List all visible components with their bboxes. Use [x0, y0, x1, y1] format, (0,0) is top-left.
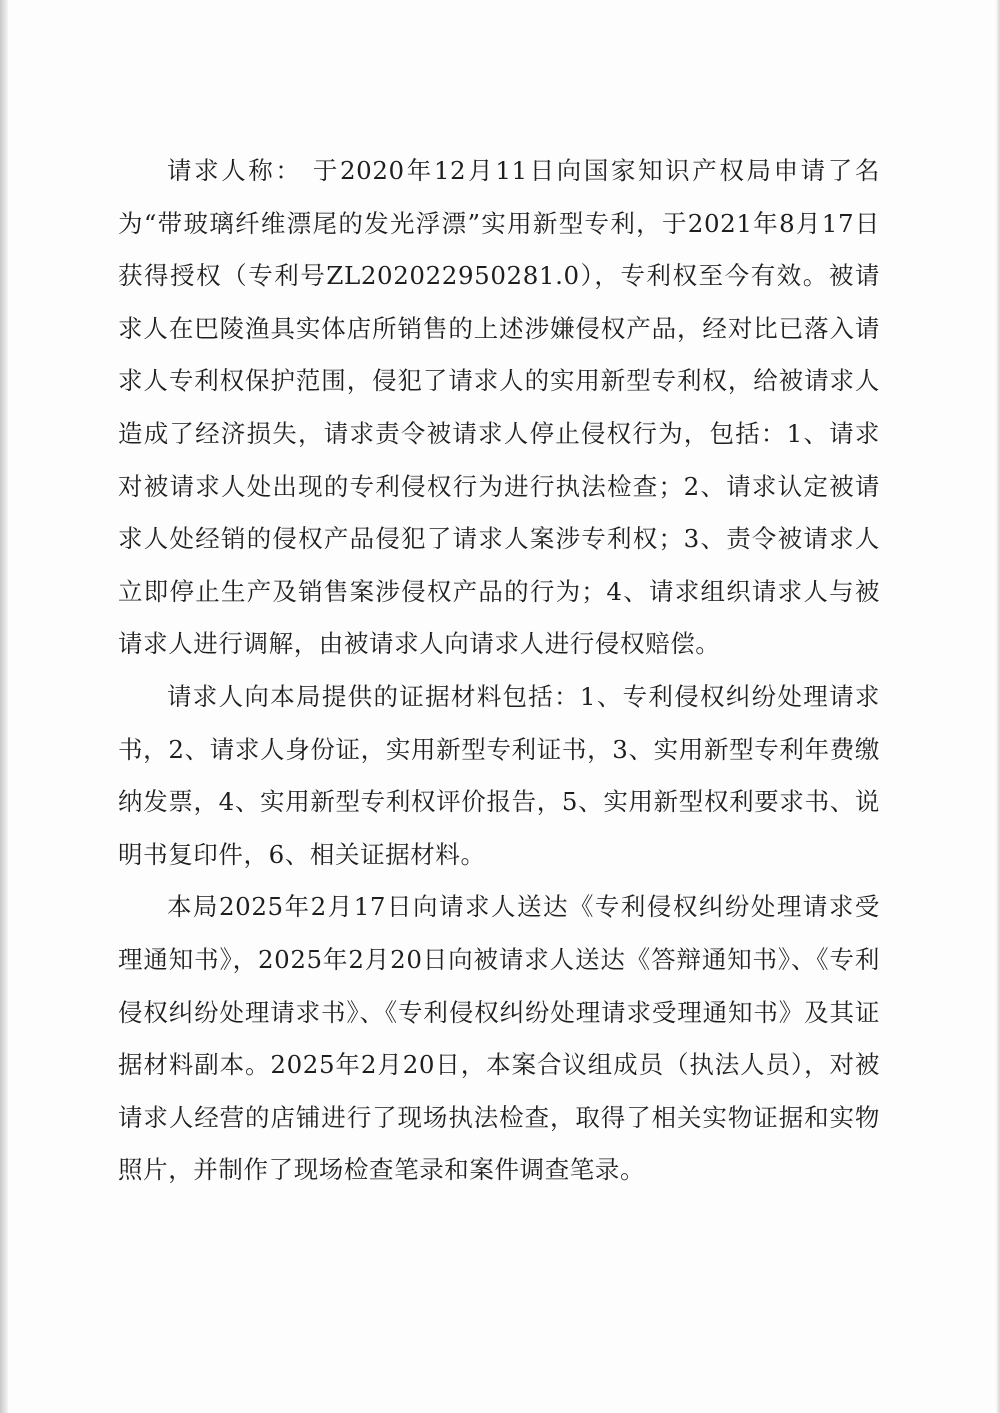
- scan-right-edge: [996, 0, 1000, 1413]
- scan-left-edge: [0, 0, 8, 1413]
- paragraph-evidence: 请求人向本局提供的证据材料包括：1、专利侵权纠纷处理请求书，2、请求人身份证，实用新型专利证书，3、实用新型专利年费缴纳发票，4、实用新型专利权评价报告，5、实用新型权利要求书、说明书复印件，6、相关证据材料。: [118, 681, 880, 869]
- paragraph-claims: 请求人称： 于2020年12月11日向国家知识产权局申请了名为“带玻璃纤维漂尾的发光浮漂”实用新型专利，于2021年8月17日获得授权（专利号ZL202022950281.0），专利权至今有效。被请求人在巴陵渔具实体店所销售的上述涉嫌侵权产品，经对比已落入请求人专利权保护范围，侵犯了请求人的实用新型专利权，给被请求人造成了经济损失，请求责令被请求人停止侵权行为，包括：1、请求对被请求人处出现的专利侵权行为进行执法检查；2、请求认定被请求人处经销的侵权产品侵犯了请求人案涉专利权；3、责令被请求人立即停止生产及销售案涉侵权产品的行为；4、请求组织请求人与被请求人进行调解，由被请求人向请求人进行侵权赔偿。: [118, 156, 880, 659]
- document-body: [118, 145, 880, 1197]
- paragraph-procedure: 本局2025年2月17日向请求人送达《专利侵权纠纷处理请求受理通知书》，2025年2月20日向被请求人送达《答辩通知书》、《专利侵权纠纷处理请求书》、《专利侵权纠纷处理请求受理通知书》及其证据材料副本。2025年2月20日，本案合议组成员（执法人员），对被请求人经营的店铺进行了现场执法检查，取得了相关实物证据和实物照片，并制作了现场检查笔录和案件调查笔录。: [118, 892, 880, 1185]
